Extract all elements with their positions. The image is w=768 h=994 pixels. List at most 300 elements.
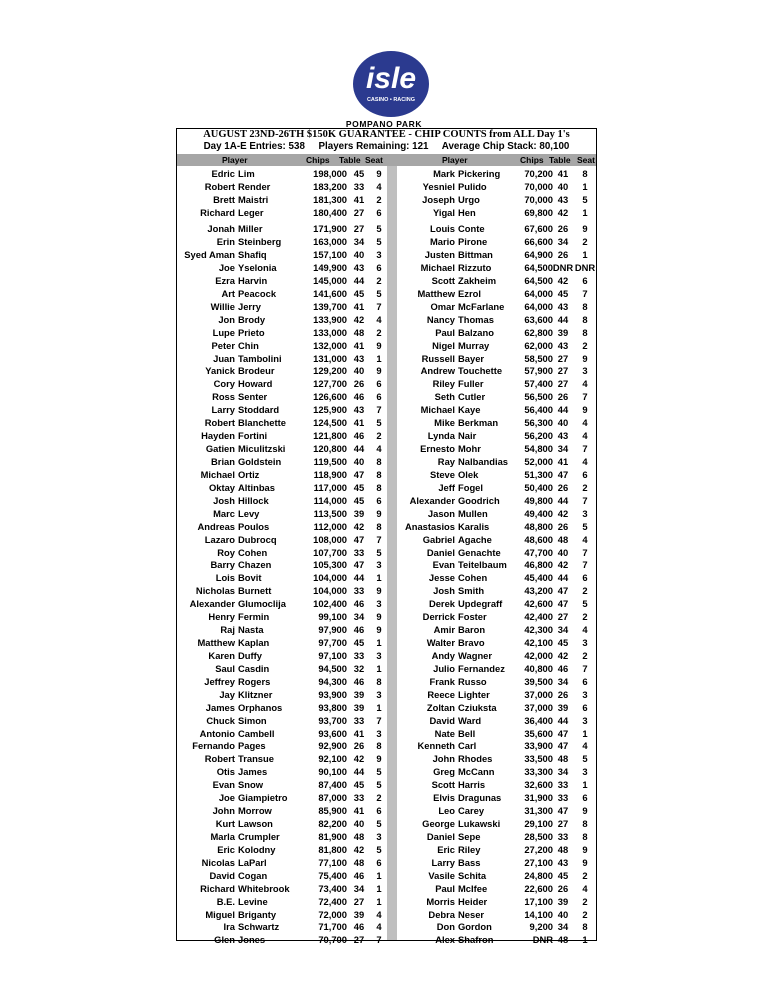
right-seat-number: 8: [582, 168, 588, 179]
right-first-name: Riley: [432, 378, 455, 390]
right-last-name: Riley: [458, 843, 481, 855]
left-seat-number: 2: [376, 274, 382, 286]
table-row: [177, 430, 596, 442]
left-seat-number: 8: [376, 520, 382, 532]
left-first-name: Nicolas: [201, 856, 235, 868]
right-first-name: David: [429, 714, 455, 726]
table-row: [177, 207, 596, 219]
left-first-name: Glen: [214, 934, 235, 946]
right-seat-number: 2: [582, 585, 588, 597]
left-table-number: 27: [353, 895, 365, 907]
table-row: [177, 249, 596, 261]
right-table-number: 27: [557, 365, 569, 377]
left-seat-number: 9: [376, 753, 382, 765]
left-first-name: Jon: [218, 313, 235, 325]
table-row: [177, 236, 596, 248]
right-last-name: McIfee: [458, 882, 488, 894]
right-first-name: Michael: [420, 262, 455, 273]
left-last-name: Brodeur: [238, 365, 275, 377]
right-first-name: Derrick: [422, 611, 455, 623]
left-chip-count: 72,400: [318, 895, 347, 907]
left-seat-number: 1: [376, 701, 382, 713]
left-first-name: Richard: [200, 882, 235, 894]
table-row: [177, 168, 596, 180]
right-table-number: 40: [557, 546, 569, 558]
left-chip-count: 97,900: [318, 624, 347, 636]
right-last-name: Teitelbaum: [458, 559, 507, 571]
left-table-number: 33: [353, 714, 365, 726]
left-chip-count: 93,900: [318, 688, 347, 700]
left-chip-count: 163,000: [313, 236, 347, 248]
table-row: [177, 456, 596, 468]
left-table-number: 44: [353, 443, 365, 454]
right-table-number: 43: [557, 193, 569, 205]
right-last-name: Conte: [458, 223, 485, 235]
left-chip-count: 82,200: [318, 818, 347, 829]
left-last-name: Goldstein: [238, 456, 282, 467]
left-chip-count: 149,900: [313, 262, 347, 273]
right-last-name: Baron: [458, 624, 486, 636]
left-table-number: 45: [353, 168, 365, 179]
right-first-name: Daniel: [426, 546, 455, 558]
table-row: [177, 327, 596, 339]
left-table-number: 46: [353, 675, 365, 687]
right-chip-count: 22,600: [524, 882, 553, 894]
left-last-name: Fortini: [238, 430, 268, 442]
left-first-name: Cory: [213, 378, 235, 390]
left-table-number: 46: [353, 869, 365, 881]
right-last-name: Carey: [458, 805, 485, 817]
table-row: [177, 896, 596, 908]
right-last-name: Genachte: [458, 546, 501, 558]
right-chip-count: 33,300: [524, 766, 553, 778]
right-last-name: Urgo: [458, 193, 480, 205]
left-first-name: Edric: [211, 168, 235, 179]
left-chip-count: 129,200: [313, 365, 347, 377]
right-first-name: Eric: [437, 843, 455, 855]
right-seat-number: 1: [582, 180, 588, 192]
left-chip-count: 93,600: [318, 727, 347, 739]
right-last-name: Touchette: [458, 365, 503, 377]
right-chip-count: 45,400: [524, 572, 553, 584]
left-chip-count: 183,200: [313, 180, 347, 192]
right-table-number: 39: [557, 326, 569, 338]
left-seat-number: 5: [376, 223, 382, 235]
right-first-name: John: [432, 753, 455, 765]
right-table-number: 41: [557, 456, 569, 467]
right-seat-number: 2: [582, 895, 588, 907]
right-first-name: Julio: [433, 662, 455, 674]
table-row: [177, 805, 596, 817]
right-first-name: Yigal: [432, 206, 455, 218]
left-first-name: Larry: [211, 404, 235, 416]
left-seat-number: 1: [376, 662, 382, 674]
left-table-number: 46: [353, 921, 365, 933]
left-chip-count: 139,700: [313, 300, 347, 312]
left-seat-number: 6: [376, 391, 382, 403]
right-seat-number: 8: [582, 326, 588, 338]
right-last-name: Fogel: [458, 481, 483, 493]
left-last-name: Kolodny: [238, 843, 276, 855]
right-first-name: Ray: [437, 456, 455, 467]
left-seat-number: 4: [376, 443, 382, 454]
table-row: [177, 611, 596, 623]
left-last-name: Cohen: [238, 546, 268, 558]
right-seat-number: 7: [582, 546, 588, 558]
left-last-name: Prieto: [238, 326, 265, 338]
right-chip-count: DNR: [532, 934, 553, 946]
left-last-name: Cambell: [238, 727, 275, 739]
right-seat-number: 8: [582, 818, 588, 829]
left-chip-count: 99,100: [318, 611, 347, 623]
left-seat-number: 2: [376, 792, 382, 804]
left-table-number: 46: [353, 430, 365, 442]
right-table-number: 44: [557, 494, 569, 506]
right-chip-count: 48,800: [524, 520, 553, 532]
right-last-name: Smith: [458, 585, 485, 597]
left-seat-number: 5: [376, 818, 382, 829]
right-table-number: 48: [557, 753, 569, 765]
left-chip-count: 90,100: [318, 766, 347, 778]
right-chip-count: 70,200: [524, 168, 553, 179]
left-chip-count: 85,900: [318, 805, 347, 817]
table-row: [177, 301, 596, 313]
left-chip-count: 102,400: [313, 598, 347, 610]
right-chip-count: 14,100: [524, 908, 553, 920]
left-chip-count: 120,800: [313, 443, 347, 454]
left-last-name: Jones: [238, 934, 266, 946]
left-first-name: Evan: [212, 779, 235, 791]
left-first-name: Lazaro: [204, 533, 235, 545]
right-first-name: Omar: [430, 300, 455, 312]
left-chip-count: 118,900: [313, 468, 347, 480]
right-seat-number: 4: [582, 533, 588, 545]
left-seat-number: 7: [376, 404, 382, 416]
right-table-number: 27: [557, 818, 569, 829]
left-chip-count: 70,700: [318, 934, 347, 946]
left-table-number: 40: [353, 249, 365, 261]
left-table-number: 26: [353, 378, 365, 390]
left-seat-number: 3: [376, 649, 382, 661]
left-table-number: 46: [353, 598, 365, 610]
right-seat-number: 9: [582, 856, 588, 868]
right-first-name: Paul: [435, 326, 455, 338]
right-chip-count: 46,800: [524, 559, 553, 571]
left-table-number: 44: [353, 766, 365, 778]
venue-name: POMPANO PARK: [345, 119, 423, 129]
left-last-name: Simon: [238, 714, 267, 726]
left-seat-number: 4: [376, 180, 382, 192]
right-seat-number: DNR: [574, 262, 596, 273]
left-last-name: James: [238, 766, 268, 778]
left-last-name: Burnett: [238, 585, 272, 597]
left-seat-number: 7: [376, 533, 382, 545]
right-first-name: Morris: [426, 895, 455, 907]
left-first-name: Roy: [217, 546, 235, 558]
left-table-number: 39: [353, 688, 365, 700]
left-first-name: Brett: [213, 193, 235, 205]
right-first-name: Matthew: [417, 287, 455, 299]
right-first-name: Debra: [428, 908, 455, 920]
right-table-number: 33: [557, 792, 569, 804]
right-chip-count: 31,900: [524, 792, 553, 804]
right-first-name: Seth: [434, 391, 455, 403]
left-chip-count: 72,000: [318, 908, 347, 920]
left-last-name: Briganty: [238, 908, 277, 920]
left-table-number: 43: [353, 262, 365, 273]
left-first-name: Barry: [210, 559, 235, 571]
right-chip-count: 42,000: [524, 649, 553, 661]
right-seat-number: 7: [582, 559, 588, 571]
left-chip-count: 75,400: [318, 869, 347, 881]
right-last-name: Foster: [458, 611, 487, 623]
right-last-name: Fernandez: [458, 662, 505, 674]
left-last-name: Yselonia: [238, 262, 277, 273]
left-first-name: Lois: [215, 572, 235, 584]
left-seat-number: 1: [376, 869, 382, 881]
right-seat-number: 8: [582, 313, 588, 325]
left-chip-count: 93,700: [318, 714, 347, 726]
right-last-name: Russo: [458, 675, 487, 687]
left-chip-count: 81,900: [318, 830, 347, 842]
right-chip-count: 39,500: [524, 675, 553, 687]
left-seat-number: 1: [376, 637, 382, 648]
left-first-name: Andreas: [197, 520, 235, 532]
right-chip-count: 42,600: [524, 598, 553, 610]
right-table-number: 34: [557, 624, 569, 636]
left-seat-number: 9: [376, 507, 382, 519]
right-chip-count: 64,900: [524, 249, 553, 261]
right-chip-count: 33,900: [524, 740, 553, 752]
table-row: [177, 482, 596, 494]
left-chip-count: 112,000: [313, 520, 347, 532]
left-seat-number: 9: [376, 168, 382, 179]
right-table-number: 44: [557, 404, 569, 416]
right-chip-count: 42,400: [524, 611, 553, 623]
left-first-name: Brian: [211, 456, 235, 467]
left-seat-number: 3: [376, 598, 382, 610]
left-first-name: Richard: [200, 206, 235, 218]
left-chip-count: 121,800: [313, 430, 347, 442]
right-table-number: 44: [557, 313, 569, 325]
right-last-name: Lighter: [458, 688, 490, 700]
right-first-name: George: [422, 818, 455, 829]
left-table-number: 42: [353, 753, 365, 765]
right-first-name: Mario: [429, 236, 455, 248]
left-first-name: Peter: [211, 339, 235, 351]
left-last-name: Senter: [238, 391, 268, 403]
left-table-number: 40: [353, 818, 365, 829]
right-table-number: 27: [557, 378, 569, 390]
left-table-number: 34: [353, 611, 365, 623]
left-first-name: Marla: [210, 830, 235, 842]
right-seat-number: 9: [582, 404, 588, 416]
right-first-name: Larry: [431, 856, 455, 868]
right-last-name: Pirone: [458, 236, 488, 248]
right-seat-number: 8: [582, 830, 588, 842]
entries-count: Day 1A-E Entries: 538: [203, 141, 305, 152]
table-row: [177, 766, 596, 778]
left-first-name: Yanick: [205, 365, 235, 377]
right-seat-number: 2: [582, 339, 588, 351]
right-table-number: 44: [557, 714, 569, 726]
left-seat-number: 5: [376, 287, 382, 299]
right-chip-count: 52,000: [524, 456, 553, 467]
left-table-number: 45: [353, 637, 365, 648]
right-first-name: Alex: [435, 934, 455, 946]
right-table-number: 33: [557, 779, 569, 791]
logo-tagline: CASINO • RACING: [366, 97, 416, 103]
left-chip-count: 127,700: [313, 378, 347, 390]
left-first-name: Gatien: [205, 443, 235, 454]
left-seat-number: 1: [376, 882, 382, 894]
table-row: [177, 417, 596, 429]
left-chip-count: 113,500: [313, 507, 347, 519]
right-first-name: Mike: [434, 417, 455, 429]
table-row: [177, 275, 596, 287]
left-last-name: Transue: [238, 753, 274, 765]
table-row: [177, 340, 596, 352]
left-last-name: Nasta: [238, 624, 264, 636]
table-row: [177, 181, 596, 193]
right-chip-count: 57,400: [524, 378, 553, 390]
right-table-number: 42: [557, 274, 569, 286]
right-chip-count: 43,200: [524, 585, 553, 597]
players-remaining: Players Remaining: 121: [318, 141, 429, 152]
right-last-name: Updegraff: [458, 598, 503, 610]
right-chip-count: 56,300: [524, 417, 553, 429]
right-seat-number: 7: [582, 662, 588, 674]
left-last-name: Pages: [238, 740, 266, 752]
table-row: [177, 378, 596, 390]
left-chip-count: 126,600: [313, 391, 347, 403]
left-seat-number: 6: [376, 262, 382, 273]
right-last-name: Ward: [458, 714, 482, 726]
right-seat-number: 9: [582, 223, 588, 235]
right-chip-count: 33,500: [524, 753, 553, 765]
right-seat-number: 2: [582, 649, 588, 661]
right-table-number: 42: [557, 559, 569, 571]
left-seat-number: 9: [376, 585, 382, 597]
left-chip-count: 73,400: [318, 882, 347, 894]
right-chip-count: 27,200: [524, 843, 553, 855]
right-table-number: 43: [557, 300, 569, 312]
left-seat-number: 3: [376, 727, 382, 739]
left-table-number: 48: [353, 326, 365, 338]
left-chip-count: 104,000: [313, 572, 347, 584]
left-first-name: Robert: [204, 417, 235, 429]
left-first-name: Matthew: [197, 637, 235, 648]
right-seat-number: 2: [582, 481, 588, 493]
table-row: [177, 702, 596, 714]
average-chip-stack: Average Chip Stack: 80,100: [441, 141, 570, 152]
left-seat-number: 8: [376, 740, 382, 752]
table-row: [177, 598, 596, 610]
right-chip-count: 64,500: [524, 262, 553, 273]
right-chip-count: 57,900: [524, 365, 553, 377]
table-row: [177, 404, 596, 416]
left-table-number: 39: [353, 701, 365, 713]
left-chip-count: 105,300: [313, 559, 347, 571]
right-last-name: Carl: [458, 740, 477, 752]
right-chip-count: 31,300: [524, 805, 553, 817]
right-first-name: Nate: [434, 727, 455, 739]
right-table-number: 26: [557, 688, 569, 700]
right-last-name: Mohr: [458, 443, 481, 454]
left-last-name: Tambolini: [238, 352, 282, 364]
left-table-number: 41: [353, 417, 365, 429]
right-seat-number: 4: [582, 882, 588, 894]
right-last-name: Bell: [458, 727, 476, 739]
left-table-number: 40: [353, 456, 365, 467]
left-seat-number: 7: [376, 300, 382, 312]
left-seat-number: 8: [376, 456, 382, 467]
left-first-name: Lupe: [212, 326, 235, 338]
left-chip-count: 87,000: [318, 792, 347, 804]
left-chip-count: 157,100: [313, 249, 347, 261]
right-chip-count: 49,800: [524, 494, 553, 506]
left-last-name: Kaplan: [238, 637, 270, 648]
left-first-name: Chuck: [206, 714, 235, 726]
right-last-name: McFarlane: [458, 300, 505, 312]
left-chip-count: 133,900: [313, 313, 347, 325]
right-first-name: Derek: [428, 598, 455, 610]
right-table-number: 44: [557, 572, 569, 584]
table-row: [177, 547, 596, 559]
left-table-number: 48: [353, 856, 365, 868]
table-row: [177, 534, 596, 546]
logo-wordmark: isle: [365, 62, 417, 95]
right-chip-count: 62,000: [524, 339, 553, 351]
left-last-name: Lim: [238, 168, 255, 179]
right-seat-number: 3: [582, 714, 588, 726]
left-first-name: Miguel: [205, 908, 235, 920]
left-table-number: 27: [353, 934, 365, 946]
right-chip-count: 40,800: [524, 662, 553, 674]
right-last-name: Rhodes: [458, 753, 493, 765]
table-row: [177, 365, 596, 377]
left-table-number: 33: [353, 585, 365, 597]
left-last-name: Klitzner: [238, 688, 273, 700]
table-row: [177, 676, 596, 688]
right-first-name: Scott: [431, 274, 455, 286]
right-seat-number: 6: [582, 468, 588, 480]
col-header-player-2: Player: [442, 155, 468, 165]
right-seat-number: 4: [582, 378, 588, 390]
right-last-name: Bittman: [458, 249, 493, 261]
right-table-number: 26: [557, 249, 569, 261]
col-header-seat: Seat: [365, 155, 383, 165]
right-table-number: 34: [557, 675, 569, 687]
table-row: [177, 391, 596, 403]
right-last-name: Murray: [458, 339, 490, 351]
table-row: [177, 624, 596, 636]
col-header-table-2: Table: [549, 155, 571, 165]
right-table-number: 47: [557, 468, 569, 480]
right-first-name: Paul: [435, 882, 455, 894]
left-chip-count: 119,500: [313, 456, 347, 467]
left-table-number: 27: [353, 206, 365, 218]
right-chip-count: 48,600: [524, 533, 553, 545]
left-table-number: 33: [353, 546, 365, 558]
left-last-name: Dubrocq: [238, 533, 277, 545]
left-last-name: Howard: [238, 378, 273, 390]
right-table-number: 27: [557, 611, 569, 623]
left-first-name: Antonio: [199, 727, 235, 739]
right-seat-number: 4: [582, 417, 588, 429]
right-first-name: Gabriel: [422, 533, 455, 545]
left-first-name: Eric: [217, 843, 235, 855]
